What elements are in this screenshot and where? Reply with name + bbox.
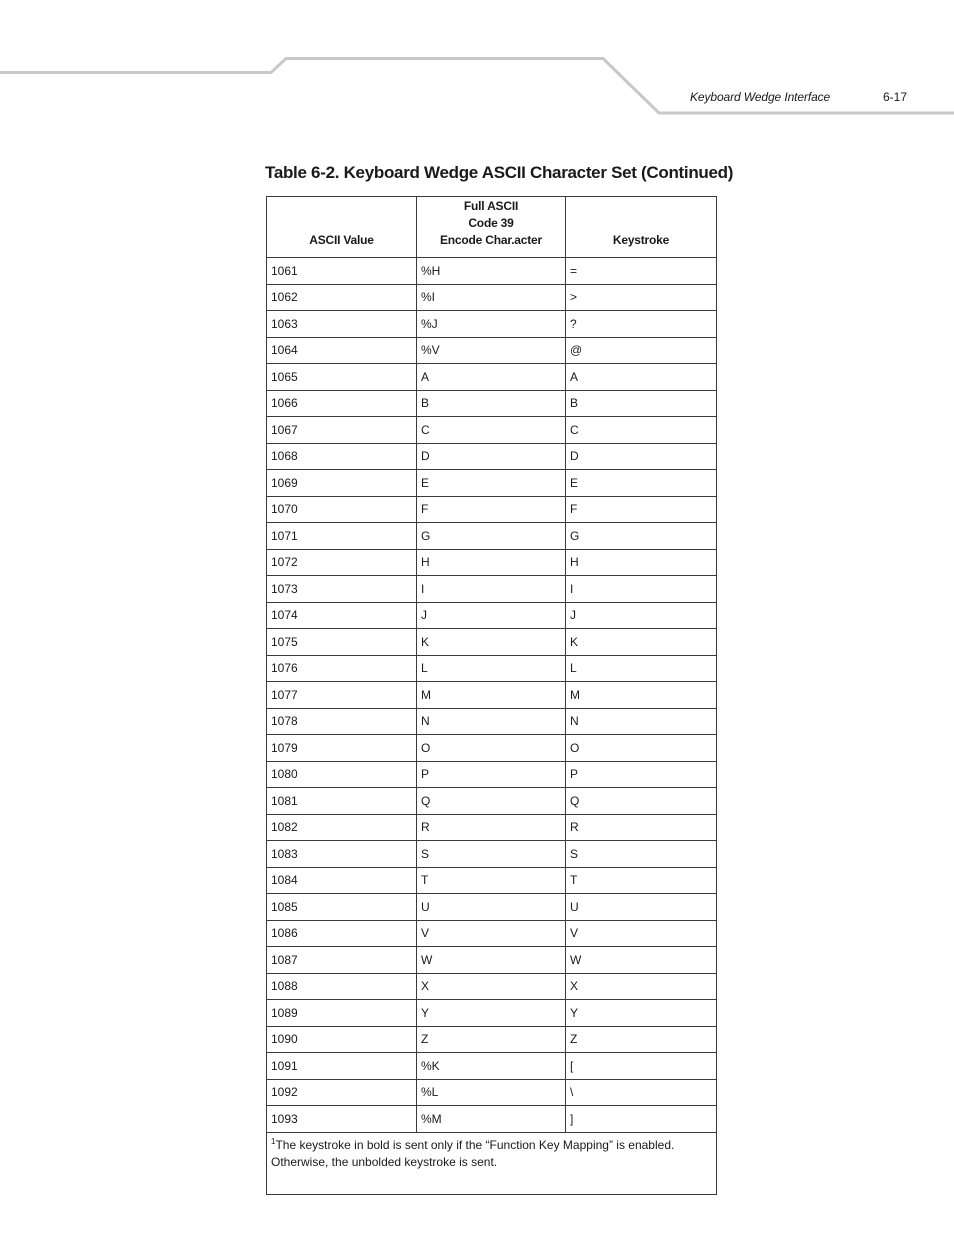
table-row: [267, 682, 717, 709]
table-header-row: [267, 197, 717, 258]
cell-keystroke: [: [566, 1053, 717, 1080]
footnote-marker: 1: [271, 1136, 276, 1146]
cell-ascii-value: 1079: [267, 735, 417, 762]
cell-keystroke: R: [566, 814, 717, 841]
cell-keystroke: N: [566, 708, 717, 735]
table-row: [267, 947, 717, 974]
cell-code39-encode: N: [417, 708, 566, 735]
cell-ascii-value: 1087: [267, 947, 417, 974]
cell-keystroke: F: [566, 496, 717, 523]
cell-code39-encode: Y: [417, 1000, 566, 1027]
cell-code39-encode: G: [417, 523, 566, 550]
column-header-ascii-value: ASCII Value: [267, 197, 417, 258]
table-row: [267, 655, 717, 682]
cell-code39-encode: C: [417, 417, 566, 444]
column-header-full-ascii-line2: Code 39: [468, 216, 514, 230]
cell-code39-encode: %I: [417, 284, 566, 311]
cell-code39-encode: E: [417, 470, 566, 497]
cell-code39-encode: Q: [417, 788, 566, 815]
cell-keystroke: >: [566, 284, 717, 311]
footnote: [267, 1132, 717, 1194]
cell-code39-encode: %K: [417, 1053, 566, 1080]
cell-code39-encode: %V: [417, 337, 566, 364]
table-row: [267, 1106, 717, 1133]
cell-code39-encode: D: [417, 443, 566, 470]
table-row: [267, 1000, 717, 1027]
table-row: [267, 788, 717, 815]
table-row: [267, 629, 717, 656]
cell-code39-encode: X: [417, 973, 566, 1000]
cell-code39-encode: O: [417, 735, 566, 762]
table-row: [267, 814, 717, 841]
table-row: [267, 284, 717, 311]
cell-ascii-value: 1093: [267, 1106, 417, 1133]
table-row: [267, 311, 717, 338]
cell-ascii-value: 1091: [267, 1053, 417, 1080]
cell-ascii-value: 1084: [267, 867, 417, 894]
cell-ascii-value: 1080: [267, 761, 417, 788]
cell-keystroke: T: [566, 867, 717, 894]
cell-ascii-value: 1068: [267, 443, 417, 470]
cell-code39-encode: F: [417, 496, 566, 523]
cell-code39-encode: L: [417, 655, 566, 682]
cell-keystroke: =: [566, 258, 717, 285]
cell-code39-encode: %H: [417, 258, 566, 285]
cell-keystroke: I: [566, 576, 717, 603]
table-caption: Table 6-2. Keyboard Wedge ASCII Character Set (Continued): [265, 163, 734, 182]
cell-ascii-value: 1081: [267, 788, 417, 815]
table-row: [267, 894, 717, 921]
cell-code39-encode: A: [417, 364, 566, 391]
cell-ascii-value: 1065: [267, 364, 417, 391]
cell-ascii-value: 1069: [267, 470, 417, 497]
table-row: [267, 1079, 717, 1106]
column-header-full-ascii-line1: Full ASCII: [463, 199, 519, 213]
cell-code39-encode: S: [417, 841, 566, 868]
footnote-row: [267, 1132, 717, 1194]
cell-keystroke: \: [566, 1079, 717, 1106]
cell-ascii-value: 1088: [267, 973, 417, 1000]
cell-keystroke: D: [566, 443, 717, 470]
table-row: [267, 258, 717, 285]
cell-ascii-value: 1090: [267, 1026, 417, 1053]
cell-ascii-value: 1066: [267, 390, 417, 417]
cell-ascii-value: 1067: [267, 417, 417, 444]
table-row: [267, 523, 717, 550]
cell-ascii-value: 1089: [267, 1000, 417, 1027]
cell-keystroke: V: [566, 920, 717, 947]
cell-keystroke: C: [566, 417, 717, 444]
table-row: [267, 364, 717, 391]
cell-code39-encode: R: [417, 814, 566, 841]
cell-code39-encode: %M: [417, 1106, 566, 1133]
cell-ascii-value: 1061: [267, 258, 417, 285]
cell-keystroke: M: [566, 682, 717, 709]
cell-keystroke: A: [566, 364, 717, 391]
cell-code39-encode: H: [417, 549, 566, 576]
cell-ascii-value: 1075: [267, 629, 417, 656]
cell-code39-encode: M: [417, 682, 566, 709]
cell-keystroke: Q: [566, 788, 717, 815]
cell-keystroke: B: [566, 390, 717, 417]
table-row: [267, 1026, 717, 1053]
cell-ascii-value: 1077: [267, 682, 417, 709]
table-row: [267, 920, 717, 947]
running-header: [690, 90, 908, 104]
table-row: [267, 549, 717, 576]
cell-keystroke: G: [566, 523, 717, 550]
table-row: [267, 841, 717, 868]
cell-code39-encode: J: [417, 602, 566, 629]
cell-code39-encode: P: [417, 761, 566, 788]
cell-code39-encode: U: [417, 894, 566, 921]
cell-code39-encode: K: [417, 629, 566, 656]
cell-ascii-value: 1078: [267, 708, 417, 735]
table-row: [267, 761, 717, 788]
cell-keystroke: Y: [566, 1000, 717, 1027]
ascii-character-table: [266, 196, 717, 1195]
table-row: [267, 1053, 717, 1080]
table-row: [267, 496, 717, 523]
cell-keystroke: K: [566, 629, 717, 656]
cell-ascii-value: 1092: [267, 1079, 417, 1106]
table-row: [267, 337, 717, 364]
cell-ascii-value: 1063: [267, 311, 417, 338]
cell-code39-encode: %L: [417, 1079, 566, 1106]
cell-ascii-value: 1076: [267, 655, 417, 682]
cell-ascii-value: 1086: [267, 920, 417, 947]
cell-keystroke: U: [566, 894, 717, 921]
table-row: [267, 735, 717, 762]
cell-keystroke: L: [566, 655, 717, 682]
table-row: [267, 602, 717, 629]
table-body: [267, 258, 717, 1133]
table-row: [267, 417, 717, 444]
table-row: [267, 470, 717, 497]
table-row: [267, 973, 717, 1000]
table-row: [267, 443, 717, 470]
running-header-title: Keyboard Wedge Interface: [690, 90, 831, 104]
cell-ascii-value: 1083: [267, 841, 417, 868]
cell-keystroke: S: [566, 841, 717, 868]
cell-ascii-value: 1085: [267, 894, 417, 921]
cell-keystroke: @: [566, 337, 717, 364]
cell-code39-encode: V: [417, 920, 566, 947]
cell-keystroke: P: [566, 761, 717, 788]
cell-code39-encode: %J: [417, 311, 566, 338]
cell-ascii-value: 1074: [267, 602, 417, 629]
cell-keystroke: ]: [566, 1106, 717, 1133]
cell-ascii-value: 1073: [267, 576, 417, 603]
cell-ascii-value: 1062: [267, 284, 417, 311]
cell-keystroke: Z: [566, 1026, 717, 1053]
cell-keystroke: E: [566, 470, 717, 497]
cell-ascii-value: 1064: [267, 337, 417, 364]
cell-keystroke: ?: [566, 311, 717, 338]
cell-code39-encode: W: [417, 947, 566, 974]
table-row: [267, 576, 717, 603]
cell-code39-encode: T: [417, 867, 566, 894]
page-number: 6-17: [883, 90, 908, 104]
table-row: [267, 708, 717, 735]
cell-keystroke: H: [566, 549, 717, 576]
footnote-text: The keystroke in bold is sent only if the “Function Key Mapping” is enabled. Otherwise, the unbolded keystroke is sent.: [271, 1137, 675, 1169]
cell-keystroke: O: [566, 735, 717, 762]
cell-ascii-value: 1070: [267, 496, 417, 523]
table-row: [267, 390, 717, 417]
cell-code39-encode: Z: [417, 1026, 566, 1053]
column-header-full-ascii: [417, 197, 566, 258]
column-header-keystroke: Keystroke: [566, 197, 717, 258]
table-row: [267, 867, 717, 894]
cell-code39-encode: B: [417, 390, 566, 417]
cell-keystroke: J: [566, 602, 717, 629]
column-header-full-ascii-line3: Encode Char.acter: [440, 233, 542, 247]
cell-ascii-value: 1072: [267, 549, 417, 576]
cell-ascii-value: 1071: [267, 523, 417, 550]
cell-code39-encode: I: [417, 576, 566, 603]
cell-keystroke: W: [566, 947, 717, 974]
cell-keystroke: X: [566, 973, 717, 1000]
cell-ascii-value: 1082: [267, 814, 417, 841]
